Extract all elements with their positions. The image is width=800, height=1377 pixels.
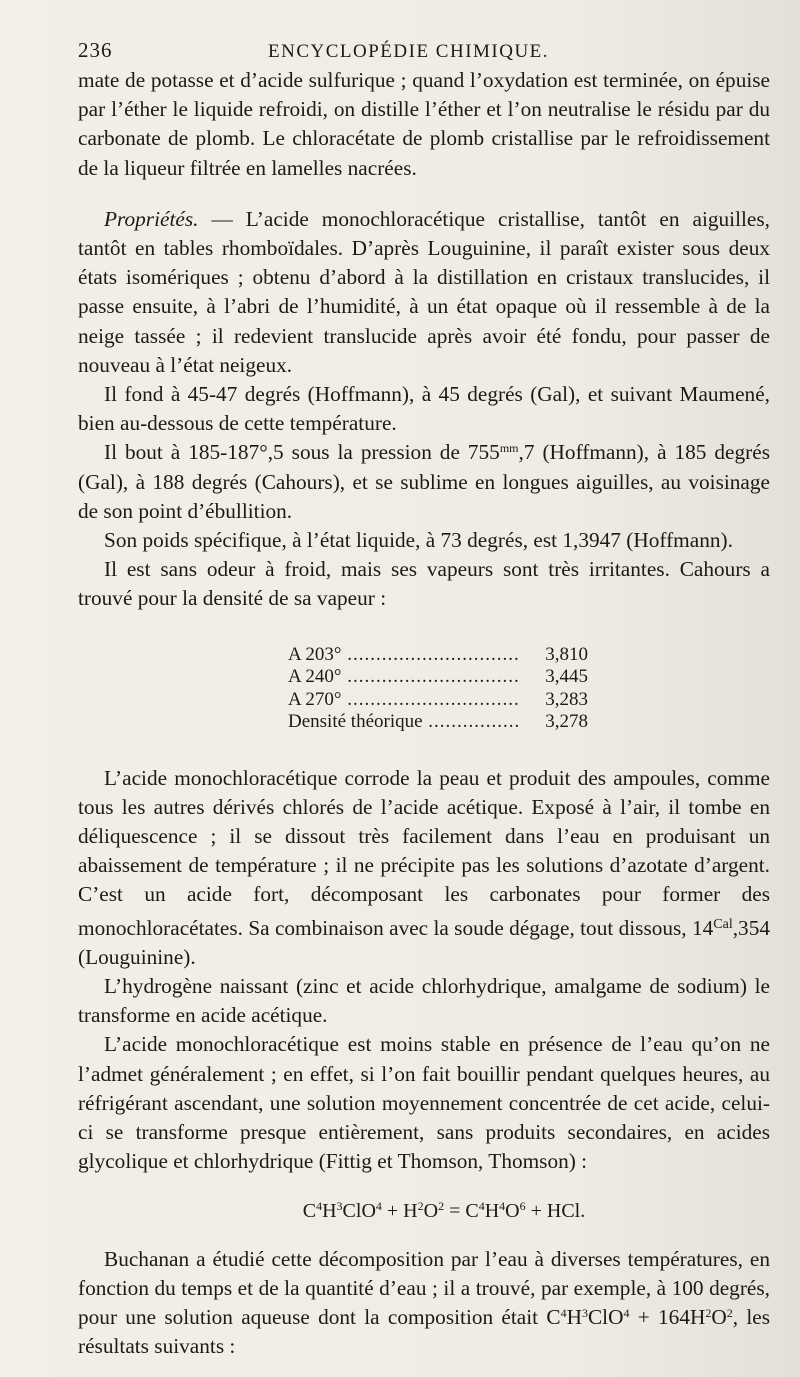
eq-sup: 4 <box>478 1198 485 1213</box>
paragraph-specific-weight: Son poids spécifique, à l’état liquide, à 73 degrés, est 1,3947 (Hoffmann). <box>104 528 733 553</box>
soda-text-a: Sa combinaison avec la soude dégage, tout dissous, 14 <box>248 915 714 940</box>
soda-unit: Cal <box>713 916 733 932</box>
paragraph-stability: L’acide monochloracétique est moins stable en présence de l’eau qu’on ne l’admet généralement ; en effet, si l’on fait bouillir pendant quelques heures, au réfrigérant ascendant, une solution moyennement concentrée de cet acide, celui-ci se transforme presque entièrement, sans produits secondaires, en acides glycolique et chlorhydrique (Fittig et Thomson, Thomson) : <box>78 1032 770 1174</box>
formula-sup: 2 <box>726 1305 733 1320</box>
density-label: Densité théorique ..... <box>288 711 520 734</box>
density-value: 3,445 <box>545 666 588 688</box>
density-value: 3,810 <box>545 643 588 665</box>
paragraph-corrosion <box>78 764 770 972</box>
density-row <box>288 711 588 734</box>
density-row <box>288 644 588 667</box>
running-head: ENCYCLOPÉDIE CHIMIQUE. <box>268 41 550 62</box>
eq-part: H <box>322 1199 337 1222</box>
vapour-density-table <box>288 644 588 734</box>
eq-sup: 2 <box>438 1198 445 1213</box>
paragraph-properties <box>78 205 770 380</box>
eq-part: + H <box>381 1199 418 1222</box>
density-value: 3,278 <box>545 711 588 733</box>
properties-heading: Propriétés. <box>104 206 199 231</box>
page-header <box>78 38 770 62</box>
eq-part: O <box>505 1199 520 1222</box>
paragraph-vapour: Il est sans odeur à froid, mais ses vapeurs sont très irritantes. Cahours a trouvé pour la densité de sa vapeur : <box>78 557 770 611</box>
formula-part: H <box>566 1304 582 1329</box>
eq-part: = C <box>444 1199 479 1222</box>
paragraph-melting-point: Il fond à 45-47 degrés (Hoffmann), à 45 degrés (Gal), et suivant Maumené, bien au-dessous de cette température. <box>78 382 770 436</box>
soda-text-b: ,354 (Louguinine). <box>78 915 770 969</box>
eq-sup: 4 <box>499 1198 506 1213</box>
eq-sup: 3 <box>336 1198 343 1213</box>
boiling-unit: mm <box>499 441 519 456</box>
formula-part: O <box>711 1304 727 1329</box>
boiling-text-a: Il bout à 185-187°,5 sous la pression de 755 <box>104 440 500 465</box>
density-label: A 203° ..... <box>288 644 520 667</box>
density-row <box>288 666 588 689</box>
formula-sup: 4 <box>560 1305 567 1320</box>
formula-part: ClO <box>587 1304 624 1329</box>
buchanan-text-b: , les résultats suivants : <box>78 1304 771 1359</box>
page-number: 236 <box>78 38 113 62</box>
eq-sup: 4 <box>316 1198 323 1213</box>
corrosion-text: L’acide monochloracétique corrode la peau et produit des ampoules, comme tous les autres dérivés chlorés de l’acide acétique. Exposé à l’air, il tombe en déliquescence ; il se dissout très facilement dans l’eau en produisant un abaissement de température ; il ne précipite pas les solutions d’azotate d’argent. C’est un acide fort, décomposant les carbonates pour former des monochloracétates. <box>78 765 770 940</box>
paragraph-nascent-hydrogen: L’hydrogène naissant (zinc et acide chlorhydrique, amalgame de sodium) le transforme en acide acétique. <box>78 974 770 1028</box>
density-value: 3,283 <box>545 688 588 710</box>
formula-sup: 4 <box>623 1305 630 1320</box>
density-label: A 240° ..... <box>288 666 520 689</box>
density-label: A 270° ..... <box>288 689 520 712</box>
eq-sup: 2 <box>417 1198 424 1213</box>
formula-sup: 2 <box>705 1305 712 1320</box>
eq-sup: 4 <box>375 1198 382 1213</box>
eq-part: + HCl. <box>525 1199 586 1222</box>
eq-part: O <box>423 1199 439 1222</box>
boiling-text-b: ,7 (Hoffmann), à 185 degrés (Gal), à 188 degrés (Cahours), et se sublime en longues aiguilles, au voisinage de son point d’ébullition. <box>78 440 770 523</box>
eq-part: H <box>484 1199 500 1222</box>
buchanan-text-a: Buchanan a étudié cette décomposition par l’eau à diverses températures, en fonction du temps et de la quantité d’eau ; il a trouvé, par exemple, à 100 degrés, pour une solution aqueuse dont la composition était C <box>78 1246 770 1329</box>
eq-part: C <box>302 1199 317 1222</box>
formula-sup: 3 <box>581 1305 588 1320</box>
formula-part: + 164H <box>629 1304 706 1329</box>
density-row <box>288 689 588 712</box>
paragraph-boiling-point <box>78 438 770 526</box>
chemical-equation <box>78 1199 770 1223</box>
eq-part: ClO <box>342 1199 376 1222</box>
paragraph-buchanan <box>78 1245 770 1362</box>
eq-sup: 6 <box>519 1198 526 1213</box>
paragraph-preparation-end: mate de potasse et d’acide sulfurique ; quand l’oxydation est terminée, on épuise par l’éther le liquide refroidi, on distille l’éther et l’on neutralise le résidu par du carbonate de plomb. Le chloracétate de plomb cristallise par le refroidissement de la liqueur filtrée en lamelles nacrées. <box>78 68 770 180</box>
properties-text: — L’acide monochloracétique cristallise, tantôt en aiguilles, tantôt en tables rhomboïdales. D’après Louguinine, il paraît exister sous deux états isomériques ; obtenu d’abord à la distillation en cristaux translucides, il passe ensuite, à l’abri de l’humidité, à un état opaque où il ressemble à de la neige tassée ; il redevient translucide après avoir été fondu, pour passer de nouveau à l’état neigeux. <box>78 206 770 377</box>
